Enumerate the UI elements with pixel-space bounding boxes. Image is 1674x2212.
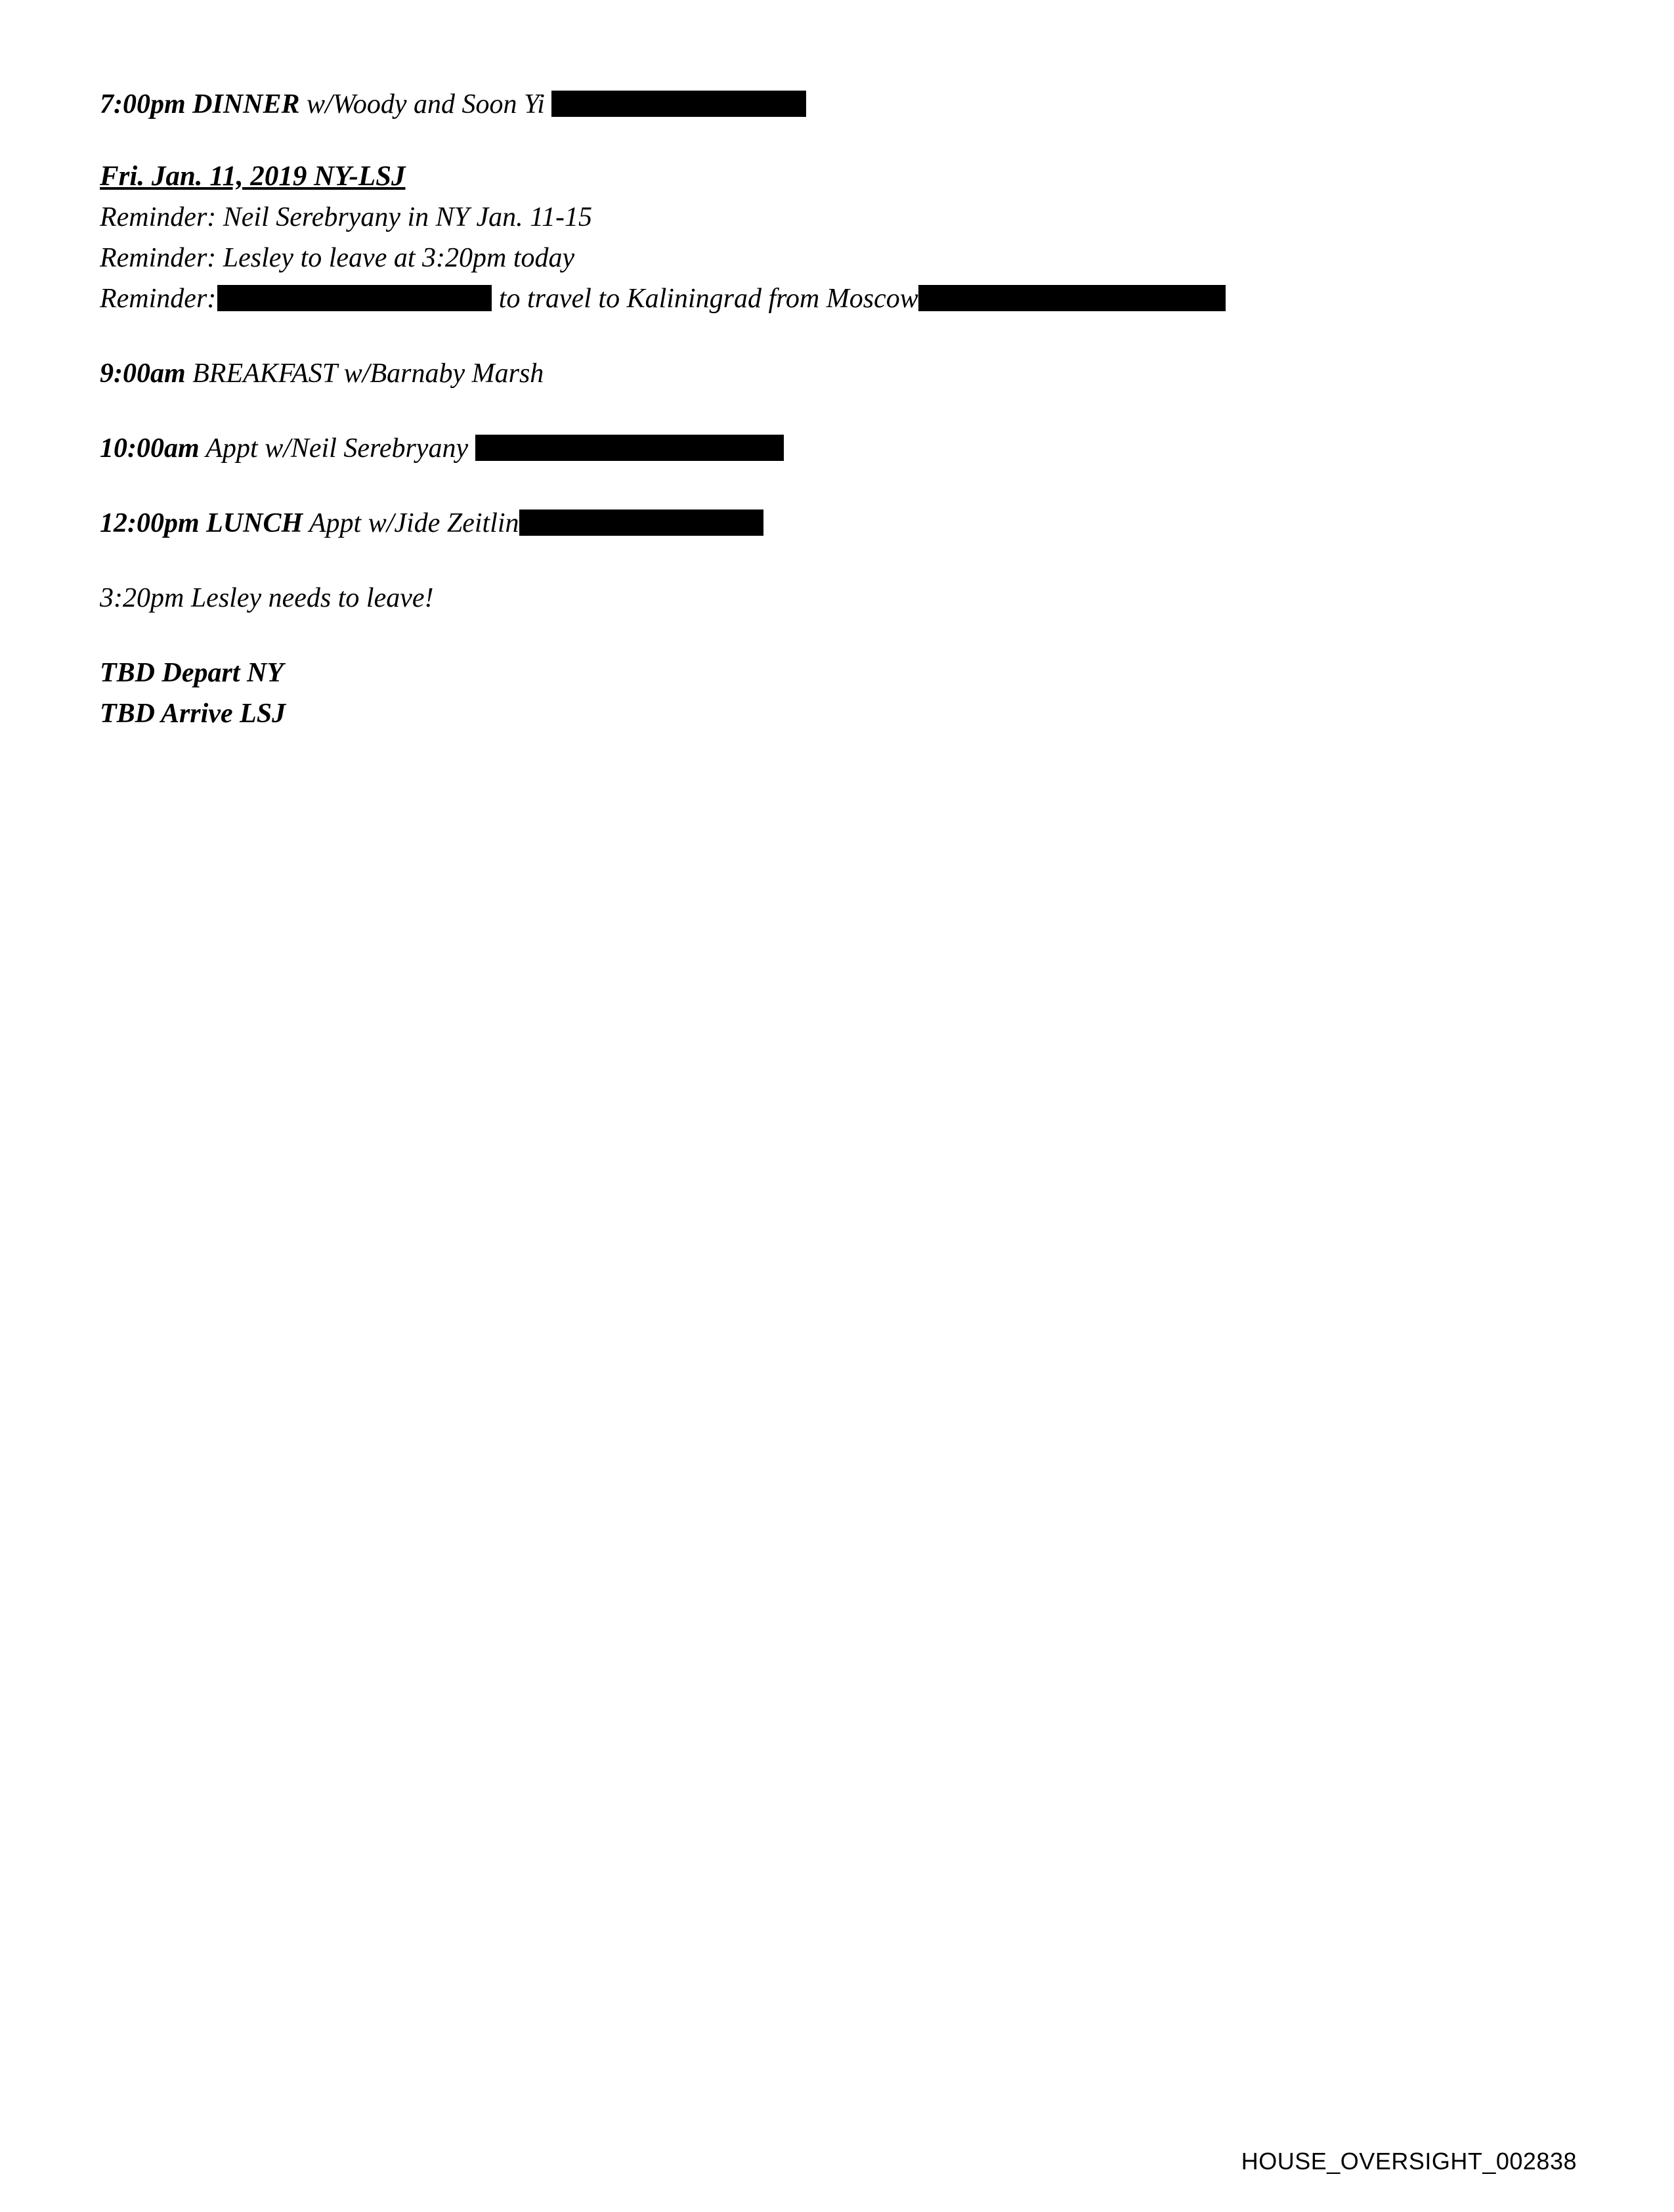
entry-text: w/Woody and Soon Yi <box>299 89 552 119</box>
entry-text: Appt w/Neil Serebryany <box>199 433 475 464</box>
entry-time: 10:00am <box>100 433 200 464</box>
travel-arrive-text: TBD Arrive LSJ <box>100 699 286 729</box>
redaction-bar <box>918 285 1226 311</box>
travel-depart-text: TBD Depart NY <box>100 658 284 688</box>
entry-text: Appt w/Jide Zeitlin <box>303 508 519 538</box>
reminder-kaliningrad <box>100 278 1478 319</box>
document-body <box>100 84 1478 734</box>
spacer <box>100 394 1478 428</box>
redaction-bar <box>475 435 784 461</box>
redaction-bar <box>519 510 763 536</box>
entry-text: BREAKFAST w/Barnaby Marsh <box>185 358 544 389</box>
reminder-serebryany: Reminder: Neil Serebryany in NY Jan. 11-15 <box>100 202 593 232</box>
entry-breakfast-barnaby <box>100 353 1478 394</box>
reminder-middle: to travel to Kaliningrad from Moscow <box>492 284 918 314</box>
reminder-prefix: Reminder: <box>100 284 217 314</box>
entry-lunch-zeitlin <box>100 503 1478 544</box>
spacer <box>100 618 1478 653</box>
spacer <box>100 469 1478 503</box>
redaction-bar <box>217 285 492 311</box>
redaction-bar <box>551 91 806 117</box>
spacer <box>100 544 1478 578</box>
entry-appt-serebryany <box>100 428 1478 469</box>
day-heading <box>100 156 1478 197</box>
spacer <box>100 125 1478 156</box>
entry-time: 12:00pm LUNCH <box>100 508 303 538</box>
travel-arrive <box>100 693 1478 734</box>
travel-depart <box>100 653 1478 693</box>
reminder-lesley: Reminder: Lesley to leave at 3:20pm today <box>100 243 575 273</box>
day-heading-text: Fri. Jan. 11, 2019 NY-LSJ <box>100 161 406 192</box>
document-footer-bates-number: HOUSE_OVERSIGHT_002838 <box>1241 2148 1577 2175</box>
note-lesley-leave: 3:20pm Lesley needs to leave! <box>100 583 434 613</box>
spacer <box>100 319 1478 353</box>
entry-time: 7:00pm DINNER <box>100 89 300 119</box>
entry-dinner-woody <box>100 84 1478 125</box>
entry-time: 9:00am <box>100 358 186 389</box>
